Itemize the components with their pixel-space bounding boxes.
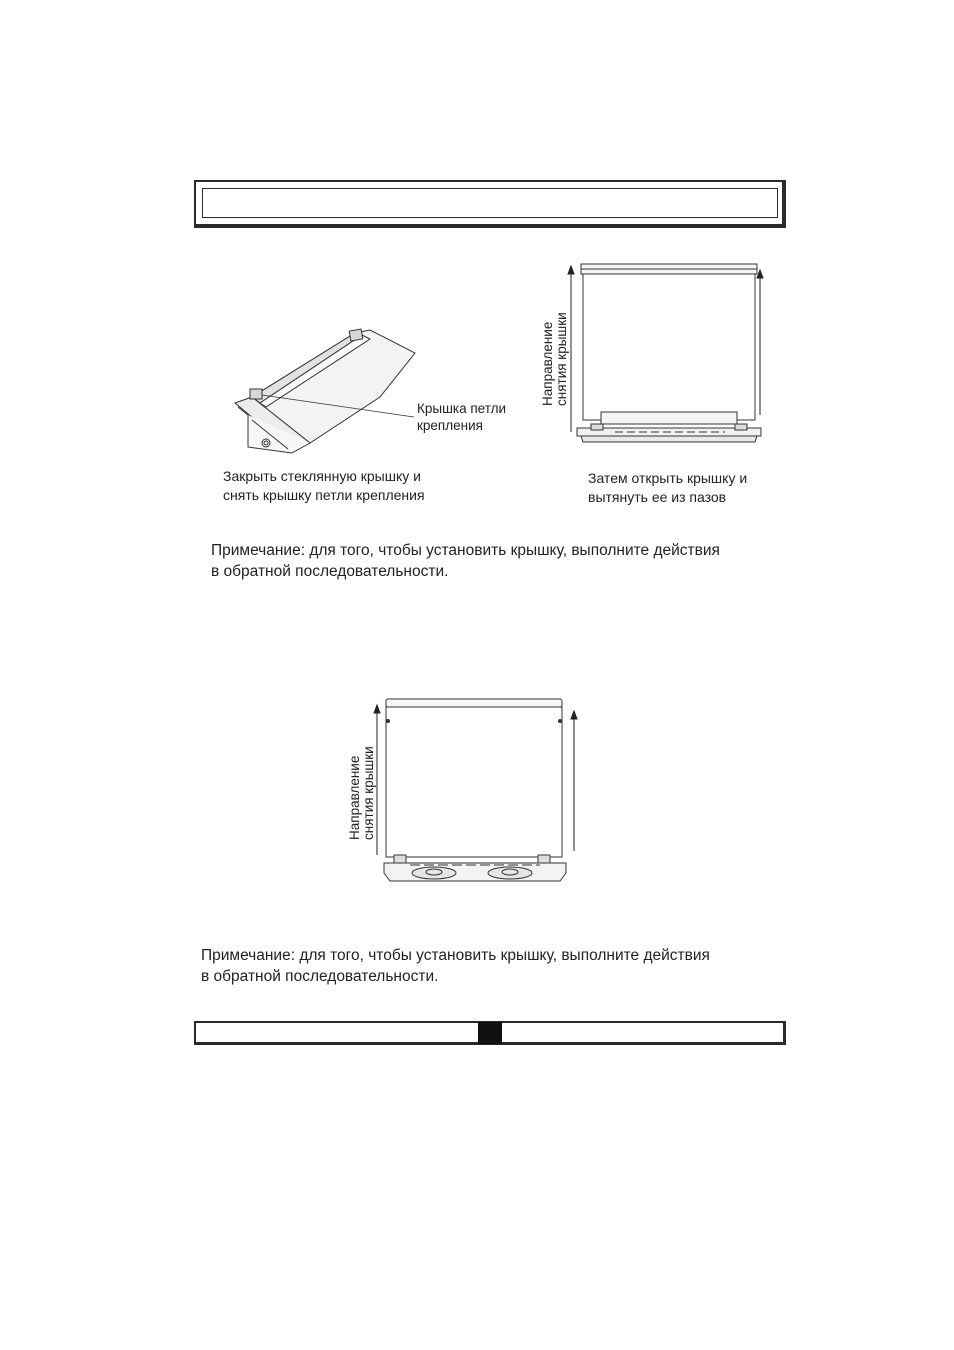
note1-line2: в обратной последовательности. — [211, 563, 449, 580]
figure3-direction-line2: снятия крышки — [361, 746, 376, 840]
hinge-cover-label — [417, 400, 506, 434]
figure3-direction-line1: Направление — [347, 755, 362, 840]
note-reverse-order-2 — [201, 945, 710, 987]
section-header-inner — [202, 188, 778, 218]
note-reverse-order-1 — [211, 540, 720, 582]
figure3-direction-label — [348, 746, 376, 840]
figure1-caption — [223, 467, 425, 505]
note2-line1: Примечание: для того, чтобы установить крышку, выполните действия — [201, 947, 710, 964]
note1-line1: Примечание: для того, чтобы установить крышку, выполните действия — [211, 542, 720, 559]
hinge-cover-label-line2: крепления — [417, 418, 483, 433]
figure2-direction-label — [541, 312, 569, 406]
figure2-caption-line2: вытянуть ее из пазов — [588, 489, 727, 505]
figure1-caption-line2: снять крышку петли крепления — [223, 487, 425, 503]
lid-removal-illustration-1 — [565, 260, 775, 450]
section-header-frame — [194, 180, 786, 228]
page-number-block — [478, 1022, 502, 1044]
figure2-direction-line1: Направление — [540, 321, 555, 406]
hinge-cover-illustration — [230, 325, 430, 455]
hinge-cover-label-line1: Крышка петли — [417, 401, 507, 416]
figure1-caption-line1: Закрыть стеклянную крышку и — [223, 468, 421, 484]
figure2-direction-line2: снятия крышки — [554, 312, 569, 406]
figure2-caption-line1: Затем открыть крышку и — [588, 470, 748, 486]
page-footer-bar — [194, 1021, 786, 1045]
lid-removal-illustration-2 — [370, 695, 585, 885]
figure2-caption — [588, 469, 747, 507]
note2-line2: в обратной последовательности. — [201, 968, 439, 985]
